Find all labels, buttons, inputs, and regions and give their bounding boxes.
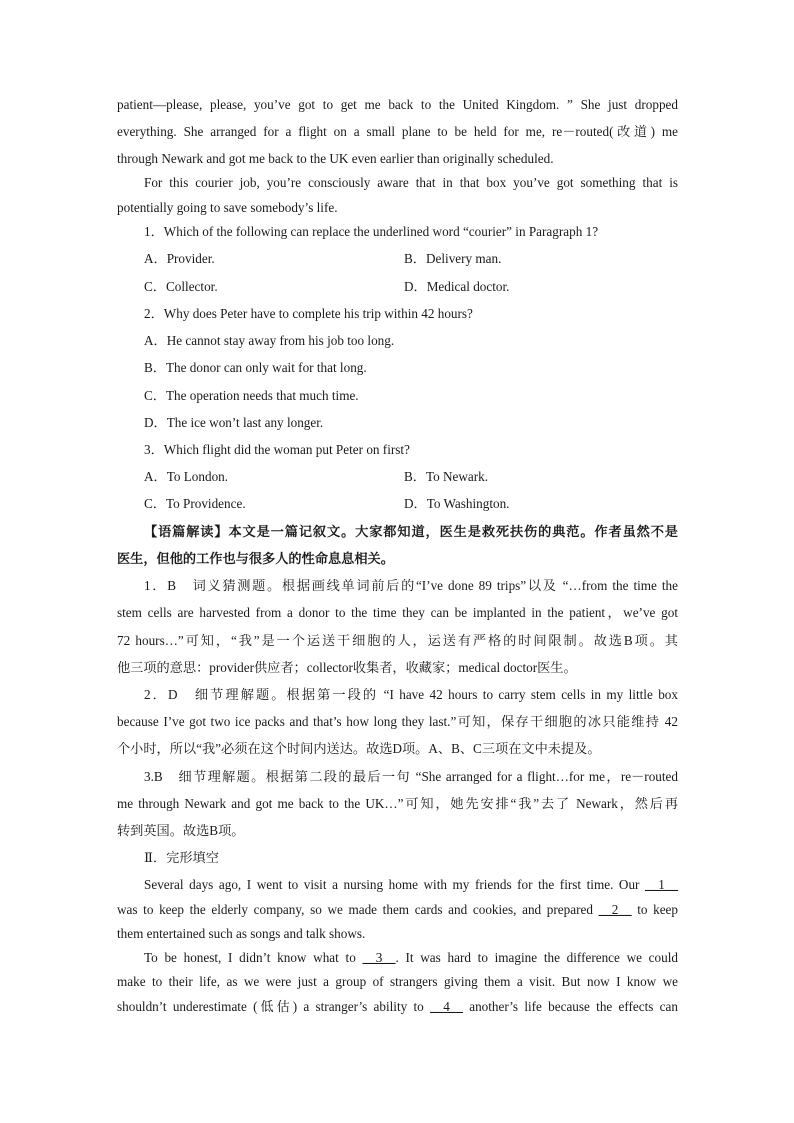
cloze-text: Several days ago, I went to visit a nursing home with my friends for the first time. Our — [144, 877, 646, 892]
option-b: B．The donor can only wait for that long. — [144, 360, 367, 375]
blank-1: __1__ — [645, 877, 678, 892]
blank-3: __3__ — [362, 950, 396, 965]
passage-line: through Newark and got me back to the UK even earlier than originally scheduled. — [117, 151, 554, 166]
cloze-text: To be honest, I didn’t know what to — [144, 950, 363, 965]
cloze-line — [117, 897, 678, 923]
answer-3-line: 3.B 细节理解题。根据第二段的最后一句 “She arranged for a flight…for me，re－routed — [144, 769, 678, 784]
cloze-line — [117, 945, 678, 971]
answer-2-line: 个小时，所以“我”必须在这个时间内送达。故选D项。A、B、C三项在文中未提及。 — [117, 741, 601, 756]
passage-line: patient—please, please, you’ve got to get me back to the United Kingdom. ” She just dropped — [117, 97, 678, 112]
cloze-text: to keep — [631, 902, 679, 917]
answer-1-line: 1．B 词义猜测题。根据画线单词前后的“I’ve done 89 trips”以及 “…from the time the — [144, 578, 678, 593]
question-stem-3: 3．Which flight did the woman put Peter on first? — [144, 442, 410, 457]
option-d: D．The ice won’t last any longer. — [144, 415, 324, 430]
blank-2: __2__ — [598, 902, 632, 917]
cloze-text: another’s life because the effects can — [462, 999, 678, 1014]
cloze-text: shouldn’t underestimate (低估) a stranger’s ability to — [117, 999, 430, 1014]
option-c: C．To Providence. — [144, 496, 246, 511]
question-stem-1: 1．Which of the following can replace the underlined word “courier” in Paragraph 1? — [144, 224, 599, 239]
answer-1-line: 72 hours…”可知，“我”是一个运送干细胞的人，运送有严格的时间限制。故选B项。其 — [117, 633, 678, 648]
answer-2-line: because I’ve got two ice packs and that’s how long they last.”可知，保存干细胞的冰只能维持 42 — [117, 714, 678, 729]
passage-line: potentially going to save somebody’s life. — [117, 200, 338, 215]
option-b: B．Delivery man. — [404, 251, 502, 266]
question-1-options-ab — [144, 246, 678, 272]
option-b: B．To Newark. — [404, 469, 489, 484]
option-a: A．Provider. — [144, 251, 215, 266]
option-a: A．He cannot stay away from his job too long. — [144, 333, 395, 348]
cloze-line — [117, 872, 678, 898]
analysis-heading-cont: 医生，但他的工作也与很多人的性命息息相关。 — [117, 551, 394, 566]
option-c: C．The operation needs that much time. — [144, 388, 359, 403]
cloze-line: them entertained such as songs and talk shows. — [117, 926, 366, 941]
passage-line: For this courier job, you’re consciously aware that in that box you’ve got something that is — [144, 175, 678, 190]
question-stem-2: 2．Why does Peter have to complete his trip within 42 hours? — [144, 306, 473, 321]
question-3-options-ab — [144, 464, 678, 490]
cloze-text: . It was hard to imagine the difference we could — [395, 950, 678, 965]
option-d: D．Medical doctor. — [404, 279, 510, 294]
cloze-text: was to keep the elderly company, so we made them cards and cookies, and prepared — [117, 902, 599, 917]
cloze-line — [117, 994, 678, 1020]
option-c: C．Collector. — [144, 279, 218, 294]
analysis-heading: 【语篇解读】本文是一篇记叙文。大家都知道，医生是救死扶伤的典范。作者虽然不是 — [144, 524, 678, 539]
question-1-options-cd — [144, 274, 678, 300]
option-d: D．To Washington. — [404, 496, 510, 511]
blank-4: __4__ — [430, 999, 463, 1014]
answer-2-line: 2．D 细节理解题。根据第一段的 “I have 42 hours to carry stem cells in my little box — [144, 687, 678, 702]
section-title: Ⅱ．完形填空 — [144, 850, 219, 865]
question-3-options-cd — [144, 491, 678, 517]
answer-1-line: stem cells are harvested from a donor to the time they can be implanted in the patient，we’ve got — [117, 605, 678, 620]
answer-3-line: me through Newark and got me back to the UK…”可知，她先安排“我”去了 Newark，然后再 — [117, 796, 678, 811]
answer-3-line: 转到英国。故选B项。 — [117, 823, 245, 838]
passage-line: everything. She arranged for a flight on a small plane to be held for me, re－routed(改道) me — [117, 124, 678, 139]
option-a: A．To London. — [144, 469, 229, 484]
cloze-line: make to their life, as we were just a group of strangers giving them a visit. But now I know we — [117, 974, 678, 989]
answer-1-line: 他三项的意思：provider供应者；collector收集者，收藏家；medical doctor医生。 — [117, 660, 577, 675]
